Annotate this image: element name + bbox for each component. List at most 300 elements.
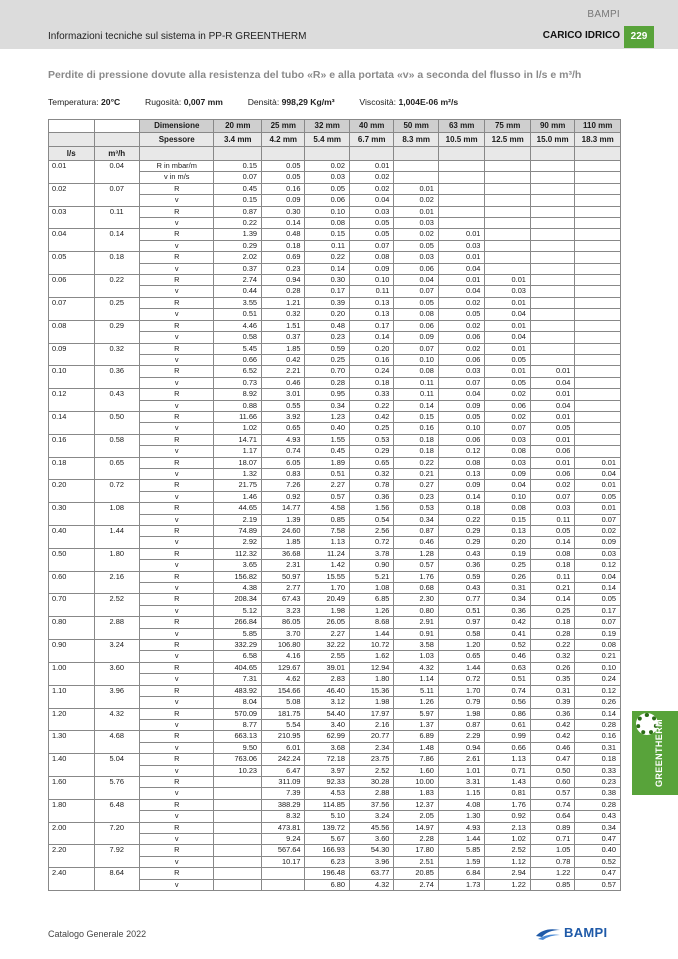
v-label-cell: v: [140, 537, 214, 548]
r-value-cell: 1.89: [305, 457, 349, 468]
v-value-cell: 1.44: [349, 628, 393, 639]
v-value-cell: 3.12: [305, 697, 349, 708]
r-label-cell: R: [140, 343, 214, 354]
r-value-cell: 4.93: [262, 434, 305, 445]
r-value-cell: 1.85: [262, 343, 305, 354]
flow-m3h-cell: 2.16: [94, 571, 140, 594]
v-value-cell: 1.03: [394, 651, 438, 662]
v-value-cell: [530, 172, 574, 183]
r-value-cell: 0.10: [305, 206, 349, 217]
v-value-cell: 0.11: [349, 286, 393, 297]
r-value-cell: 6.84: [438, 868, 485, 879]
v-value-cell: 0.26: [575, 697, 621, 708]
v-value-cell: 0.56: [485, 697, 531, 708]
v-value-cell: [530, 332, 574, 343]
r-value-cell: 12.94: [349, 662, 393, 673]
r-value-cell: 17.97: [349, 708, 393, 719]
param-roughness-label: Rugosità:: [145, 97, 182, 107]
v-value-cell: 1.59: [438, 856, 485, 867]
r-value-cell: 54.40: [305, 708, 349, 719]
r-value-cell: 0.05: [262, 161, 305, 172]
r-value-cell: 4.32: [394, 662, 438, 673]
r-value-cell: 0.39: [305, 297, 349, 308]
r-value-cell: 311.09: [262, 776, 305, 787]
r-value-cell: 0.59: [305, 343, 349, 354]
v-value-cell: 0.04: [530, 377, 574, 388]
v-value-cell: 0.20: [305, 309, 349, 320]
r-value-cell: 0.05: [575, 594, 621, 605]
r-value-cell: [262, 868, 305, 879]
v-value-cell: 1.26: [394, 697, 438, 708]
v-label-cell: v in m/s: [140, 172, 214, 183]
v-label-cell: v: [140, 697, 214, 708]
table-row-r: [49, 685, 621, 696]
r-value-cell: 0.78: [349, 480, 393, 491]
v-value-cell: 3.96: [349, 856, 393, 867]
r-value-cell: 3.01: [262, 389, 305, 400]
r-value-cell: [575, 183, 621, 194]
r-value-cell: 14.77: [262, 503, 305, 514]
v-value-cell: 0.05: [394, 240, 438, 251]
r-value-cell: 0.01: [485, 343, 531, 354]
r-value-cell: [530, 252, 574, 263]
flow-m3h-cell: 4.68: [94, 731, 140, 754]
r-value-cell: 2.94: [485, 868, 531, 879]
flow-m3h-cell: 7.20: [94, 822, 140, 845]
r-label-cell: R: [140, 662, 214, 673]
v-value-cell: 0.14: [262, 218, 305, 229]
r-value-cell: 0.24: [349, 366, 393, 377]
v-value-cell: 0.57: [305, 491, 349, 502]
r-value-cell: 0.34: [485, 594, 531, 605]
dimension-label: Dimensione: [140, 120, 214, 133]
r-value-cell: 114.85: [305, 799, 349, 810]
v-value-cell: 4.32: [349, 879, 393, 890]
v-value-cell: 0.08: [485, 446, 531, 457]
r-value-cell: [485, 206, 531, 217]
header-blank: [49, 120, 95, 133]
v-value-cell: 1.83: [394, 788, 438, 799]
v-value-cell: 0.12: [575, 560, 621, 571]
v-value-cell: [530, 218, 574, 229]
r-value-cell: 2.56: [349, 526, 393, 537]
table-row-r: [49, 548, 621, 559]
flow-ls-cell: 0.12: [49, 389, 95, 412]
param-roughness-value: 0,007 mm: [183, 97, 223, 107]
v-value-cell: 2.31: [262, 560, 305, 571]
r-value-cell: 0.22: [530, 640, 574, 651]
param-density-label: Densità:: [247, 97, 280, 107]
v-value-cell: 0.04: [530, 400, 574, 411]
r-value-cell: 0.22: [394, 457, 438, 468]
r-value-cell: 4.46: [214, 320, 262, 331]
table-row-r: [49, 366, 621, 377]
flow-ls-cell: 2.40: [49, 868, 95, 891]
footer-year: 2022: [126, 929, 147, 939]
v-label-cell: v: [140, 560, 214, 571]
v-value-cell: 0.06: [485, 400, 531, 411]
r-value-cell: 3.92: [262, 411, 305, 422]
r-label-cell: R: [140, 799, 214, 810]
r-value-cell: 5.11: [394, 685, 438, 696]
r-value-cell: 181.75: [262, 708, 305, 719]
v-label-cell: v: [140, 377, 214, 388]
v-value-cell: 6.58: [214, 651, 262, 662]
r-value-cell: 74.89: [214, 526, 262, 537]
v-value-cell: 0.35: [530, 674, 574, 685]
v-value-cell: 0.21: [394, 468, 438, 479]
v-value-cell: 3.65: [214, 560, 262, 571]
r-value-cell: 3.58: [394, 640, 438, 651]
r-value-cell: 106.80: [262, 640, 305, 651]
flow-ls-cell: 0.40: [49, 526, 95, 549]
r-value-cell: 0.16: [262, 183, 305, 194]
v-value-cell: [575, 263, 621, 274]
v-value-cell: [575, 377, 621, 388]
v-value-cell: 3.70: [262, 628, 305, 639]
v-value-cell: 0.22: [214, 218, 262, 229]
r-value-cell: 1.23: [305, 411, 349, 422]
r-value-cell: [485, 229, 531, 240]
r-value-cell: 0.01: [485, 297, 531, 308]
r-value-cell: 0.01: [394, 206, 438, 217]
r-value-cell: 0.28: [575, 799, 621, 810]
v-value-cell: 1.80: [349, 674, 393, 685]
v-value-cell: 0.39: [530, 697, 574, 708]
units-header-row: [49, 147, 621, 161]
r-value-cell: 0.74: [485, 685, 531, 696]
v-value-cell: 0.28: [262, 286, 305, 297]
r-value-cell: 0.15: [214, 161, 262, 172]
flow-ls-cell: 0.07: [49, 297, 95, 320]
v-label-cell: v: [140, 719, 214, 730]
v-value-cell: 0.92: [262, 491, 305, 502]
r-value-cell: 32.22: [305, 640, 349, 651]
r-value-cell: 0.05: [394, 297, 438, 308]
v-value-cell: 0.18: [349, 377, 393, 388]
r-value-cell: 0.03: [575, 548, 621, 559]
v-value-cell: 0.25: [349, 423, 393, 434]
r-value-cell: 0.05: [305, 183, 349, 194]
r-value-cell: 1.22: [530, 868, 574, 879]
v-value-cell: 0.61: [485, 719, 531, 730]
v-value-cell: 9.50: [214, 742, 262, 753]
r-value-cell: 0.02: [394, 229, 438, 240]
r-label-cell: R: [140, 434, 214, 445]
r-value-cell: 6.89: [394, 731, 438, 742]
flow-ls-cell: 0.90: [49, 640, 95, 663]
v-value-cell: 5.12: [214, 605, 262, 616]
flow-m3h-cell: 0.22: [94, 275, 140, 298]
flow-m3h-cell: 5.76: [94, 776, 140, 799]
v-value-cell: 1.73: [438, 879, 485, 890]
v-value-cell: 0.18: [530, 560, 574, 571]
r-value-cell: 332.29: [214, 640, 262, 651]
r-value-cell: [575, 320, 621, 331]
flow-ls-cell: 0.30: [49, 503, 95, 526]
r-value-cell: 0.03: [530, 503, 574, 514]
v-value-cell: 1.17: [214, 446, 262, 457]
table-row-r: [49, 389, 621, 400]
v-value-cell: 0.45: [305, 446, 349, 457]
r-value-cell: 0.01: [485, 366, 531, 377]
v-value-cell: 0.16: [394, 423, 438, 434]
r-value-cell: 0.48: [305, 320, 349, 331]
page-number-badge: 229: [624, 26, 654, 48]
table-row-r: [49, 457, 621, 468]
r-value-cell: 0.01: [485, 320, 531, 331]
v-label-cell: v: [140, 514, 214, 525]
v-value-cell: 0.10: [485, 491, 531, 502]
v-value-cell: 0.57: [575, 879, 621, 890]
r-value-cell: 5.85: [438, 845, 485, 856]
r-value-cell: 4.93: [438, 822, 485, 833]
v-value-cell: 0.32: [349, 468, 393, 479]
v-value-cell: 0.90: [349, 560, 393, 571]
v-value-cell: 0.04: [575, 468, 621, 479]
r-value-cell: 11.66: [214, 411, 262, 422]
v-value-cell: 0.16: [349, 354, 393, 365]
v-value-cell: 0.06: [438, 332, 485, 343]
flow-ls-cell: 0.02: [49, 183, 95, 206]
r-value-cell: [530, 343, 574, 354]
r-value-cell: 0.29: [438, 526, 485, 537]
r-value-cell: 139.72: [305, 822, 349, 833]
v-label-cell: v: [140, 468, 214, 479]
flow-m3h-cell: 0.32: [94, 343, 140, 366]
v-value-cell: [575, 240, 621, 251]
v-value-cell: [530, 354, 574, 365]
r-value-cell: 10.72: [349, 640, 393, 651]
v-value-cell: 0.05: [530, 423, 574, 434]
r-label-cell: R: [140, 776, 214, 787]
v-value-cell: 0.07: [394, 286, 438, 297]
header-blank: [438, 147, 485, 161]
v-value-cell: 5.10: [305, 811, 349, 822]
r-value-cell: 6.85: [349, 594, 393, 605]
r-label-cell: R: [140, 822, 214, 833]
v-value-cell: [575, 354, 621, 365]
v-value-cell: 0.46: [530, 742, 574, 753]
v-value-cell: 0.09: [485, 468, 531, 479]
header-blank: [575, 147, 621, 161]
r-value-cell: 21.75: [214, 480, 262, 491]
table-row-r: [49, 275, 621, 286]
flow-ls-cell: 0.16: [49, 434, 95, 457]
r-label-cell: R: [140, 320, 214, 331]
r-value-cell: 0.77: [438, 594, 485, 605]
v-value-cell: 3.60: [349, 833, 393, 844]
r-value-cell: 0.01: [575, 503, 621, 514]
r-label-cell: R: [140, 548, 214, 559]
r-value-cell: 0.02: [349, 183, 393, 194]
table-row-r: [49, 297, 621, 308]
v-value-cell: 0.58: [214, 332, 262, 343]
r-value-cell: 166.93: [305, 845, 349, 856]
v-value-cell: 0.47: [575, 833, 621, 844]
v-value-cell: 0.51: [214, 309, 262, 320]
r-value-cell: 11.24: [305, 548, 349, 559]
r-value-cell: 0.89: [530, 822, 574, 833]
v-value-cell: 0.40: [305, 423, 349, 434]
r-value-cell: 1.28: [394, 548, 438, 559]
v-value-cell: 0.36: [349, 491, 393, 502]
r-value-cell: 112.32: [214, 548, 262, 559]
r-value-cell: 1.70: [438, 685, 485, 696]
table-row-r: [49, 183, 621, 194]
v-value-cell: 0.72: [349, 537, 393, 548]
r-value-cell: 1.05: [530, 845, 574, 856]
v-value-cell: 2.19: [214, 514, 262, 525]
v-value-cell: 0.13: [438, 468, 485, 479]
flow-ls-cell: 0.18: [49, 457, 95, 480]
v-value-cell: [530, 195, 574, 206]
r-value-cell: 0.10: [575, 662, 621, 673]
footer-logo-text: BAMPI: [564, 925, 608, 940]
flow-ls-cell: 1.30: [49, 731, 95, 754]
flow-m3h-cell: 0.58: [94, 434, 140, 457]
r-value-cell: 0.19: [485, 548, 531, 559]
v-label-cell: v: [140, 354, 214, 365]
header-blank: [94, 133, 140, 147]
v-value-cell: 1.98: [349, 697, 393, 708]
header-blank: [530, 147, 574, 161]
r-value-cell: 0.01: [575, 457, 621, 468]
r-value-cell: [575, 434, 621, 445]
r-value-cell: 0.22: [305, 252, 349, 263]
v-label-cell: v: [140, 423, 214, 434]
v-value-cell: 4.62: [262, 674, 305, 685]
r-value-cell: 156.82: [214, 571, 262, 582]
v-value-cell: 5.08: [262, 697, 305, 708]
flow-ls-cell: 0.06: [49, 275, 95, 298]
r-label-cell: R: [140, 275, 214, 286]
flow-m3h-cell: 0.25: [94, 297, 140, 320]
v-value-cell: 0.88: [214, 400, 262, 411]
r-value-cell: 0.86: [485, 708, 531, 719]
thickness-header: 5.4 mm: [305, 133, 349, 147]
v-value-cell: 0.36: [485, 605, 531, 616]
v-value-cell: 0.06: [305, 195, 349, 206]
r-value-cell: 8.92: [214, 389, 262, 400]
v-value-cell: 1.08: [349, 583, 393, 594]
v-value-cell: 0.23: [394, 491, 438, 502]
v-value-cell: 0.51: [438, 605, 485, 616]
header-blank: [140, 147, 214, 161]
r-value-cell: 0.18: [530, 617, 574, 628]
v-value-cell: 0.05: [349, 218, 393, 229]
r-value-cell: 0.53: [349, 434, 393, 445]
r-value-cell: 0.02: [438, 320, 485, 331]
r-value-cell: 2.61: [438, 754, 485, 765]
header-blank: [214, 147, 262, 161]
r-value-cell: [438, 183, 485, 194]
v-value-cell: 0.03: [438, 240, 485, 251]
r-value-cell: 763.06: [214, 754, 262, 765]
r-value-cell: [214, 776, 262, 787]
r-value-cell: 0.01: [349, 161, 393, 172]
v-value-cell: [394, 172, 438, 183]
flow-m3h-cell: 0.36: [94, 366, 140, 389]
r-value-cell: 0.23: [575, 776, 621, 787]
v-value-cell: 3.68: [305, 742, 349, 753]
table-row-r: [49, 799, 621, 810]
table-row-r: [49, 845, 621, 856]
r-value-cell: 1.56: [349, 503, 393, 514]
v-value-cell: 0.14: [349, 332, 393, 343]
v-value-cell: [575, 195, 621, 206]
v-value-cell: 1.01: [438, 765, 485, 776]
r-value-cell: 0.53: [394, 503, 438, 514]
v-value-cell: 0.54: [349, 514, 393, 525]
parameters-line: [48, 97, 458, 107]
table-subtitle: Perdite di pressione dovute alla resistenza del tubo «R» e alla portata «v» a seconda del flusso in l/s e m³/h: [48, 69, 582, 81]
r-label-cell: R: [140, 206, 214, 217]
v-value-cell: 7.31: [214, 674, 262, 685]
v-value-cell: 0.33: [575, 765, 621, 776]
v-value-cell: 1.46: [214, 491, 262, 502]
table-row-r: [49, 822, 621, 833]
v-value-cell: 0.05: [262, 172, 305, 183]
v-value-cell: 2.92: [214, 537, 262, 548]
r-value-cell: 0.65: [349, 457, 393, 468]
r-value-cell: 0.70: [305, 366, 349, 377]
thickness-header: 3.4 mm: [214, 133, 262, 147]
r-label-cell: R in mbar/m: [140, 161, 214, 172]
r-value-cell: [530, 206, 574, 217]
r-label-cell: R: [140, 640, 214, 651]
r-value-cell: 6.05: [262, 457, 305, 468]
v-label-cell: v: [140, 491, 214, 502]
r-value-cell: 4.58: [305, 503, 349, 514]
r-value-cell: 2.74: [214, 275, 262, 286]
r-value-cell: 0.47: [530, 754, 574, 765]
r-value-cell: 0.59: [438, 571, 485, 582]
r-value-cell: 2.91: [394, 617, 438, 628]
v-value-cell: 1.02: [485, 833, 531, 844]
r-value-cell: 0.43: [438, 548, 485, 559]
r-value-cell: 20.85: [394, 868, 438, 879]
r-value-cell: [530, 229, 574, 240]
flow-m3h-cell: 0.07: [94, 183, 140, 206]
r-value-cell: 154.66: [262, 685, 305, 696]
r-value-cell: 1.55: [305, 434, 349, 445]
dimension-header: 50 mm: [394, 120, 438, 133]
thickness-header: 4.2 mm: [262, 133, 305, 147]
v-value-cell: 0.66: [214, 354, 262, 365]
v-value-cell: 1.30: [438, 811, 485, 822]
r-value-cell: 0.42: [349, 411, 393, 422]
r-value-cell: [575, 229, 621, 240]
r-label-cell: R: [140, 480, 214, 491]
v-label-cell: v: [140, 195, 214, 206]
v-label-cell: v: [140, 765, 214, 776]
v-value-cell: 0.31: [485, 583, 531, 594]
param-viscosity-label: Viscosità:: [359, 97, 397, 107]
r-value-cell: 0.08: [485, 503, 531, 514]
r-value-cell: 63.77: [349, 868, 393, 879]
v-value-cell: 0.34: [394, 514, 438, 525]
r-value-cell: 54.30: [349, 845, 393, 856]
v-value-cell: 0.52: [575, 856, 621, 867]
r-value-cell: 0.01: [530, 366, 574, 377]
r-value-cell: 0.13: [349, 297, 393, 308]
v-value-cell: 0.15: [485, 514, 531, 525]
table-row-r: [49, 411, 621, 422]
r-value-cell: [575, 206, 621, 217]
v-value-cell: 0.07: [530, 491, 574, 502]
v-value-cell: [530, 240, 574, 251]
